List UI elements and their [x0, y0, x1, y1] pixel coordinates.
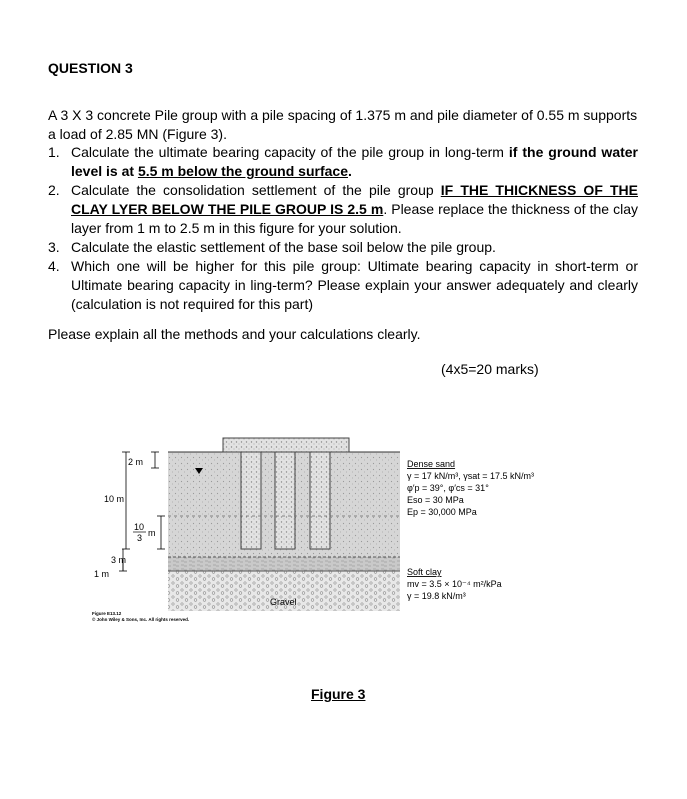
- dim-10-3-denominator: 3: [137, 533, 143, 543]
- item-text: Calculate the consolidation settlement of the pile group: [71, 182, 441, 198]
- marks-label: (4x5=20 marks): [441, 361, 539, 377]
- item-number: 1.: [48, 144, 60, 160]
- question-intro: A 3 X 3 concrete Pile group with a pile spacing of 1.375 m and pile diameter of 0.55 m supports a load of 2.85 MN (Figure 3).: [48, 107, 638, 142]
- item-text: Calculate the ultimate bearing capacity of the pile group in long-term: [71, 144, 509, 160]
- figure-caption: Figure 3: [311, 686, 366, 702]
- dim-10-3-unit: m: [148, 528, 156, 538]
- soft-clay-property: mv = 3.5 × 10⁻⁴ m²/kPa: [407, 579, 502, 589]
- dim-1m-label: 1 m: [94, 569, 110, 579]
- item-emphasis-underlined: IF THE THICKNESS OF THE CLAY LYER BELOW THE PILE GROUP IS 2.5 m: [71, 182, 638, 217]
- dense-sand-property: γ = 17 kN/m³, γsat = 17.5 kN/m³: [407, 471, 535, 481]
- pile-cap: [223, 438, 349, 452]
- item-emphasis: .: [347, 163, 352, 179]
- dense-sand-property: Eso = 30 MPa: [407, 495, 464, 505]
- item-number: 4.: [48, 258, 60, 274]
- item-number: 2.: [48, 182, 60, 198]
- instructions-text: Please explain all the methods and your calculations clearly.: [48, 326, 421, 342]
- item-text: Which one will be higher for this pile group: Ultimate bearing capacity in short-term or Ultimate bearing capacity in ling-term? Please explain your answer adequately and clearly (calculation is not required for this part): [71, 258, 638, 312]
- soft-clay-title: Soft clay: [407, 567, 442, 577]
- item-emphasis: if the ground water level is at: [71, 144, 639, 179]
- dense-sand-title: Dense sand: [407, 459, 456, 469]
- dimension-lines: [119, 452, 165, 571]
- question-title: QUESTION 3: [48, 60, 133, 76]
- item-emphasis-underlined: 5.5 m below the ground surface: [137, 163, 348, 179]
- pile: [241, 452, 261, 549]
- dim-2m-label: 2 m: [128, 457, 144, 467]
- pile: [310, 452, 330, 549]
- dim-3m-label: 3 m: [111, 555, 127, 565]
- dense-sand-property: φ′p = 39°, φ′cs = 31°: [407, 483, 489, 493]
- dim-10m-label: 10 m: [104, 494, 125, 504]
- item-text: Calculate the elastic settlement of the base soil below the pile group.: [71, 239, 496, 255]
- figure-credit: Figure E13.12: [92, 611, 122, 616]
- item-text: . Please replace the thickness of the clay layer from 1 m to 2.5 m in this figure for your solution.: [71, 201, 638, 236]
- dim-10-3-numerator: 10: [134, 522, 145, 532]
- figure-credit: © John Wiley & Sons, Inc. All rights reserved.: [92, 617, 190, 622]
- soft-clay-layer: [168, 557, 400, 571]
- pile: [275, 452, 295, 549]
- item-number: 3.: [48, 239, 60, 255]
- dense-sand-property: Ep = 30,000 MPa: [407, 507, 477, 517]
- soft-clay-property: γ = 19.8 kN/m³: [407, 591, 466, 601]
- gravel-label: Gravel: [270, 597, 297, 607]
